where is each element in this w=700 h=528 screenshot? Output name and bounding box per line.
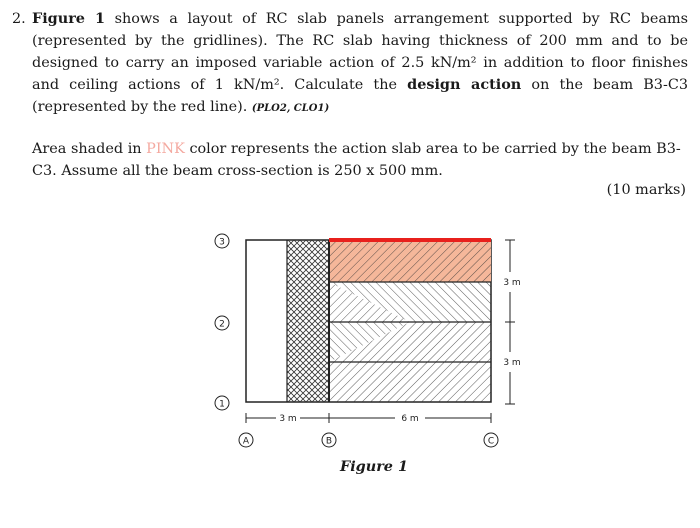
- question-text-part2: on the beam B3-C3 (represented by the red line).: [32, 77, 688, 115]
- question-text-part1: shows a layout of RC slab panels arrangement supported by RC beams (represented by the gridlines). The RC slab having thickness of 200 mm and to be designed to carry an imposed variable action of 2.5 kN/m² in addition to floor finishes and ceiling actions of 1 kN/m². Calculate the: [32, 11, 688, 93]
- crosshatched-strip: [287, 240, 329, 402]
- note-text-before: Area shaded in: [32, 141, 142, 157]
- figure-caption: Figure 1: [340, 458, 408, 475]
- marks-label: (10 marks): [606, 182, 686, 198]
- row-label-3: 3: [219, 237, 225, 248]
- col-label-c: C: [487, 436, 495, 447]
- pink-area-hatch: [329, 240, 491, 282]
- col-label-b: B: [325, 436, 333, 447]
- col-label-a: A: [242, 436, 250, 447]
- design-action-phrase: design action: [407, 76, 522, 93]
- learning-outcomes: (PLO2, CLO1): [251, 103, 330, 114]
- note-text-after: color represents the action slab area to be carried by the beam B3-C3. Assume all the beam cross-section is 250 x 500 mm.: [32, 141, 681, 179]
- right-dimension: [505, 240, 515, 404]
- dim-label-6m-bottom: 6 m: [401, 414, 419, 424]
- row-label-2: 2: [219, 319, 225, 330]
- figure-reference: Figure 1: [32, 10, 106, 27]
- bottom-panel-hatch: [329, 362, 491, 402]
- row-label-1: 1: [219, 399, 225, 410]
- dim-label-3m-bottom: 3 m: [279, 414, 297, 424]
- dim-label-3m-right-top: 3 m: [503, 278, 521, 288]
- pink-word: PINK: [146, 141, 185, 157]
- question-number: 2.: [12, 11, 26, 27]
- dim-label-3m-right-bottom: 3 m: [503, 358, 521, 368]
